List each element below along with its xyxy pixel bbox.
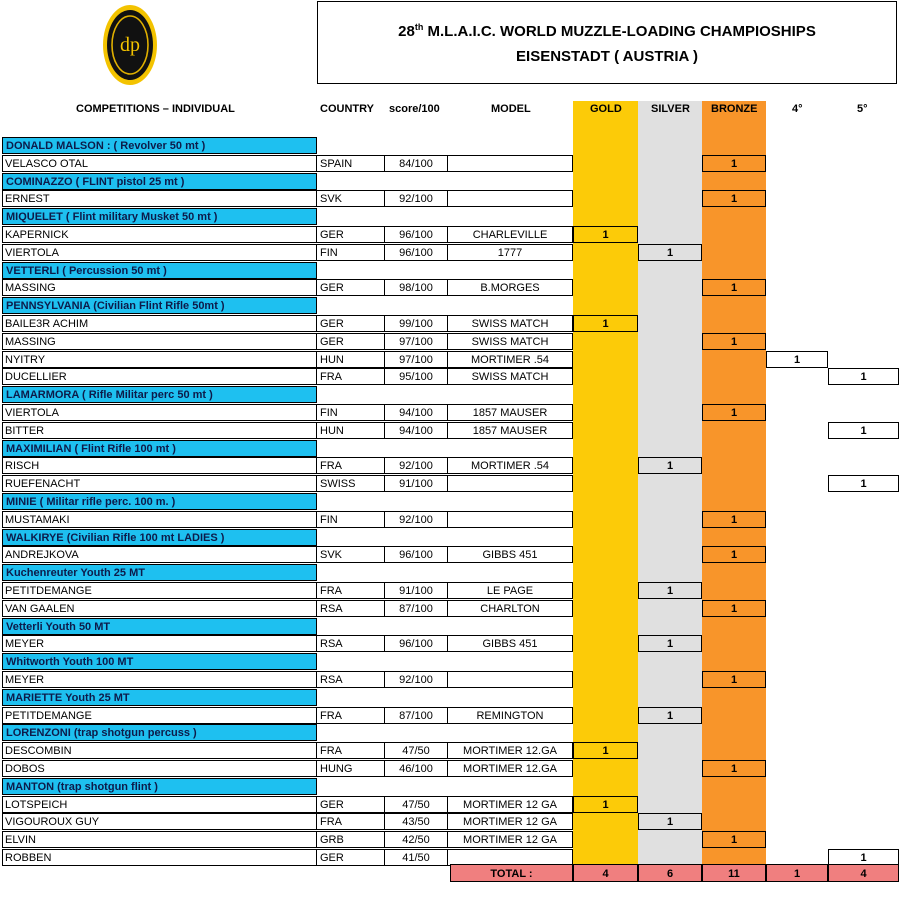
athlete-row (0, 511, 900, 528)
athlete-model: 1777 (448, 244, 573, 261)
athlete-name: ERNEST (2, 190, 317, 207)
athlete-model: 1857 MAUSER (448, 422, 573, 439)
category-row (0, 653, 900, 670)
category-row (0, 173, 900, 190)
athlete-score: 87/100 (385, 707, 448, 724)
athlete-model: B.MORGES (448, 279, 573, 296)
athlete-model: MORTIMER .54 (448, 351, 573, 368)
athlete-country: SPAIN (317, 155, 385, 172)
athlete-score: 47/50 (385, 742, 448, 759)
athlete-name: MUSTAMAKI (2, 511, 317, 528)
athlete-country: FRA (317, 742, 385, 759)
athlete-name: DESCOMBIN (2, 742, 317, 759)
athlete-score: 96/100 (385, 244, 448, 261)
placement-mark: 1 (573, 796, 638, 813)
athlete-country: SVK (317, 190, 385, 207)
header-fifth: 5° (857, 103, 868, 115)
athlete-row (0, 707, 900, 724)
athlete-name: MASSING (2, 279, 317, 296)
athlete-model: MORTIMER .54 (448, 457, 573, 474)
category-row (0, 297, 900, 314)
athlete-name: NYITRY (2, 351, 317, 368)
category-row (0, 386, 900, 403)
athlete-name: VIERTOLA (2, 244, 317, 261)
category-row (0, 137, 900, 154)
athlete-name: ELVIN (2, 831, 317, 848)
athlete-country: FIN (317, 244, 385, 261)
placement-mark: 1 (702, 546, 766, 563)
total-gold: 4 (573, 864, 638, 882)
athlete-row (0, 813, 900, 830)
athlete-row (0, 333, 900, 350)
athlete-row (0, 351, 900, 368)
athlete-row (0, 404, 900, 421)
athlete-country: FRA (317, 707, 385, 724)
category-label: COMINAZZO ( FLINT pistol 25 mt ) (2, 173, 317, 190)
athlete-score: 96/100 (385, 546, 448, 563)
athlete-score: 99/100 (385, 315, 448, 332)
athlete-row (0, 796, 900, 813)
placement-mark: 1 (638, 635, 702, 652)
athlete-score: 96/100 (385, 226, 448, 243)
athlete-row (0, 190, 900, 207)
header-country: COUNTRY (320, 103, 374, 115)
athlete-name: DUCELLIER (2, 368, 317, 385)
athlete-country: GER (317, 333, 385, 350)
dp-logo (101, 3, 159, 87)
athlete-score: 96/100 (385, 635, 448, 652)
title-box (317, 1, 897, 84)
athlete-score: 92/100 (385, 511, 448, 528)
placement-mark: 1 (766, 351, 828, 368)
category-label: Vetterli Youth 50 MT (2, 618, 317, 635)
athlete-row (0, 475, 900, 492)
athlete-row (0, 368, 900, 385)
athlete-country: RSA (317, 600, 385, 617)
placement-mark: 1 (573, 742, 638, 759)
header-bronze: BRONZE (711, 103, 758, 115)
athlete-country: FRA (317, 457, 385, 474)
athlete-country: FIN (317, 404, 385, 421)
placement-mark: 1 (828, 475, 899, 492)
placement-mark: 1 (702, 760, 766, 777)
athlete-model: CHARLEVILLE (448, 226, 573, 243)
placement-mark: 1 (702, 190, 766, 207)
athlete-score: 84/100 (385, 155, 448, 172)
athlete-country: GER (317, 226, 385, 243)
athlete-country: FIN (317, 511, 385, 528)
placement-mark: 1 (702, 831, 766, 848)
placement-mark: 1 (638, 813, 702, 830)
category-label: WALKIRYE (Civilian Rifle 100 mt LADIES ) (2, 529, 317, 546)
athlete-score: 43/50 (385, 813, 448, 830)
athlete-model: CHARLTON (448, 600, 573, 617)
athlete-name: LOTSPEICH (2, 796, 317, 813)
athlete-row (0, 279, 900, 296)
placement-mark: 1 (638, 582, 702, 599)
athlete-name: DOBOS (2, 760, 317, 777)
athlete-country: FRA (317, 813, 385, 830)
total-label: TOTAL : (450, 864, 573, 882)
athlete-name: VELASCO OTAL (2, 155, 317, 172)
athlete-model: REMINGTON (448, 707, 573, 724)
athlete-model: GIBBS 451 (448, 546, 573, 563)
placement-mark: 1 (702, 279, 766, 296)
logo-text: dp (120, 34, 140, 56)
athlete-name: RISCH (2, 457, 317, 474)
athlete-score: 42/50 (385, 831, 448, 848)
athlete-model (448, 511, 573, 528)
athlete-score: 92/100 (385, 190, 448, 207)
athlete-country: RSA (317, 671, 385, 688)
athlete-model: 1857 MAUSER (448, 404, 573, 421)
athlete-country: GRB (317, 831, 385, 848)
athlete-country: SVK (317, 546, 385, 563)
athlete-model: MORTIMER 12.GA (448, 760, 573, 777)
total-silver: 6 (638, 864, 702, 882)
header-competitions: COMPETITIONS – INDIVIDUAL (76, 103, 235, 115)
athlete-score: 91/100 (385, 475, 448, 492)
category-label: DONALD MALSON : ( Revolver 50 mt ) (2, 137, 317, 154)
category-label: LORENZONI (trap shotgun percuss ) (2, 724, 317, 741)
athlete-model: SWISS MATCH (448, 368, 573, 385)
placement-mark: 1 (573, 226, 638, 243)
athlete-country: HUN (317, 351, 385, 368)
athlete-model: MORTIMER 12 GA (448, 831, 573, 848)
placement-mark: 1 (828, 849, 899, 866)
placement-mark: 1 (702, 511, 766, 528)
athlete-score: 87/100 (385, 600, 448, 617)
athlete-score: 95/100 (385, 368, 448, 385)
category-label: Kuchenreuter Youth 25 MT (2, 564, 317, 581)
athlete-model: MORTIMER 12.GA (448, 742, 573, 759)
athlete-name: VIERTOLA (2, 404, 317, 421)
header-silver: SILVER (651, 103, 690, 115)
athlete-name: RUEFENACHT (2, 475, 317, 492)
total-fourth: 1 (766, 864, 828, 882)
athlete-row (0, 546, 900, 563)
athlete-model (448, 190, 573, 207)
category-row (0, 778, 900, 795)
placement-mark: 1 (638, 244, 702, 261)
placement-mark: 1 (573, 315, 638, 332)
athlete-name: MASSING (2, 333, 317, 350)
athlete-score: 97/100 (385, 333, 448, 350)
placement-mark: 1 (702, 404, 766, 421)
placement-mark: 1 (638, 457, 702, 474)
category-row (0, 564, 900, 581)
athlete-country: RSA (317, 635, 385, 652)
page-title: 28th M.L.A.I.C. WORLD MUZZLE-LOADING CHAMPIOSHIPS (398, 22, 816, 40)
athlete-name: BITTER (2, 422, 317, 439)
athlete-score: 98/100 (385, 279, 448, 296)
category-label: MANTON (trap shotgun flint ) (2, 778, 317, 795)
placement-mark: 1 (702, 155, 766, 172)
athlete-country: GER (317, 315, 385, 332)
category-row (0, 440, 900, 457)
category-label: PENNSYLVANIA (Civilian Flint Rifle 50mt ) (2, 297, 317, 314)
athlete-row (0, 422, 900, 439)
athlete-country: FRA (317, 582, 385, 599)
placement-mark: 1 (828, 422, 899, 439)
placement-mark: 1 (702, 600, 766, 617)
page-subtitle: EISENSTADT ( AUSTRIA ) (516, 48, 698, 65)
athlete-score: 91/100 (385, 582, 448, 599)
athlete-row (0, 457, 900, 474)
athlete-row (0, 226, 900, 243)
athlete-model (448, 155, 573, 172)
athlete-score: 94/100 (385, 404, 448, 421)
placement-mark: 1 (828, 368, 899, 385)
athlete-name: ANDREJKOVA (2, 546, 317, 563)
placement-mark: 1 (702, 671, 766, 688)
total-bronze: 11 (702, 864, 766, 882)
athlete-model (448, 671, 573, 688)
athlete-model: GIBBS 451 (448, 635, 573, 652)
header-score: score/100 (389, 103, 440, 115)
placement-mark: 1 (702, 333, 766, 350)
header-fourth: 4° (792, 103, 803, 115)
athlete-name: BAILE3R ACHIM (2, 315, 317, 332)
athlete-row (0, 600, 900, 617)
athlete-row (0, 635, 900, 652)
athlete-row (0, 582, 900, 599)
category-row (0, 618, 900, 635)
athlete-row (0, 155, 900, 172)
category-label: MIQUELET ( Flint military Musket 50 mt ) (2, 208, 317, 225)
athlete-country: SWISS (317, 475, 385, 492)
athlete-score: 46/100 (385, 760, 448, 777)
category-row (0, 262, 900, 279)
placement-mark: 1 (638, 707, 702, 724)
athlete-score: 92/100 (385, 671, 448, 688)
athlete-name: PETITDEMANGE (2, 707, 317, 724)
athlete-score: 92/100 (385, 457, 448, 474)
athlete-name: PETITDEMANGE (2, 582, 317, 599)
athlete-model: SWISS MATCH (448, 315, 573, 332)
category-label: VETTERLI ( Percussion 50 mt ) (2, 262, 317, 279)
category-label: MAXIMILIAN ( Flint Rifle 100 mt ) (2, 440, 317, 457)
athlete-score: 41/50 (385, 849, 448, 866)
header-model: MODEL (491, 103, 531, 115)
total-fifth: 4 (828, 864, 899, 882)
athlete-model: SWISS MATCH (448, 333, 573, 350)
athlete-country: GER (317, 279, 385, 296)
category-row (0, 689, 900, 706)
category-row (0, 529, 900, 546)
athlete-name: VIGOUROUX GUY (2, 813, 317, 830)
athlete-score: 97/100 (385, 351, 448, 368)
athlete-row (0, 831, 900, 848)
athlete-name: VAN GAALEN (2, 600, 317, 617)
athlete-row (0, 315, 900, 332)
athlete-row (0, 244, 900, 261)
athlete-name: MEYER (2, 671, 317, 688)
athlete-country: GER (317, 849, 385, 866)
athlete-model (448, 475, 573, 492)
category-label: MARIETTE Youth 25 MT (2, 689, 317, 706)
category-row (0, 493, 900, 510)
athlete-model: MORTIMER 12 GA (448, 796, 573, 813)
athlete-row (0, 671, 900, 688)
athlete-country: FRA (317, 368, 385, 385)
athlete-country: GER (317, 796, 385, 813)
athlete-name: MEYER (2, 635, 317, 652)
athlete-model: LE PAGE (448, 582, 573, 599)
athlete-score: 47/50 (385, 796, 448, 813)
athlete-row (0, 760, 900, 777)
athlete-country: HUN (317, 422, 385, 439)
category-label: MINIE ( Militar rifle perc. 100 m. ) (2, 493, 317, 510)
athlete-row (0, 742, 900, 759)
athlete-score: 94/100 (385, 422, 448, 439)
category-label: LAMARMORA ( Rifle Militar perc 50 mt ) (2, 386, 317, 403)
header-gold: GOLD (590, 103, 622, 115)
category-label: Whitworth Youth 100 MT (2, 653, 317, 670)
athlete-name: ROBBEN (2, 849, 317, 866)
athlete-model: MORTIMER 12 GA (448, 813, 573, 830)
athlete-country: HUNG (317, 760, 385, 777)
athlete-name: KAPERNICK (2, 226, 317, 243)
category-row (0, 724, 900, 741)
category-row (0, 208, 900, 225)
